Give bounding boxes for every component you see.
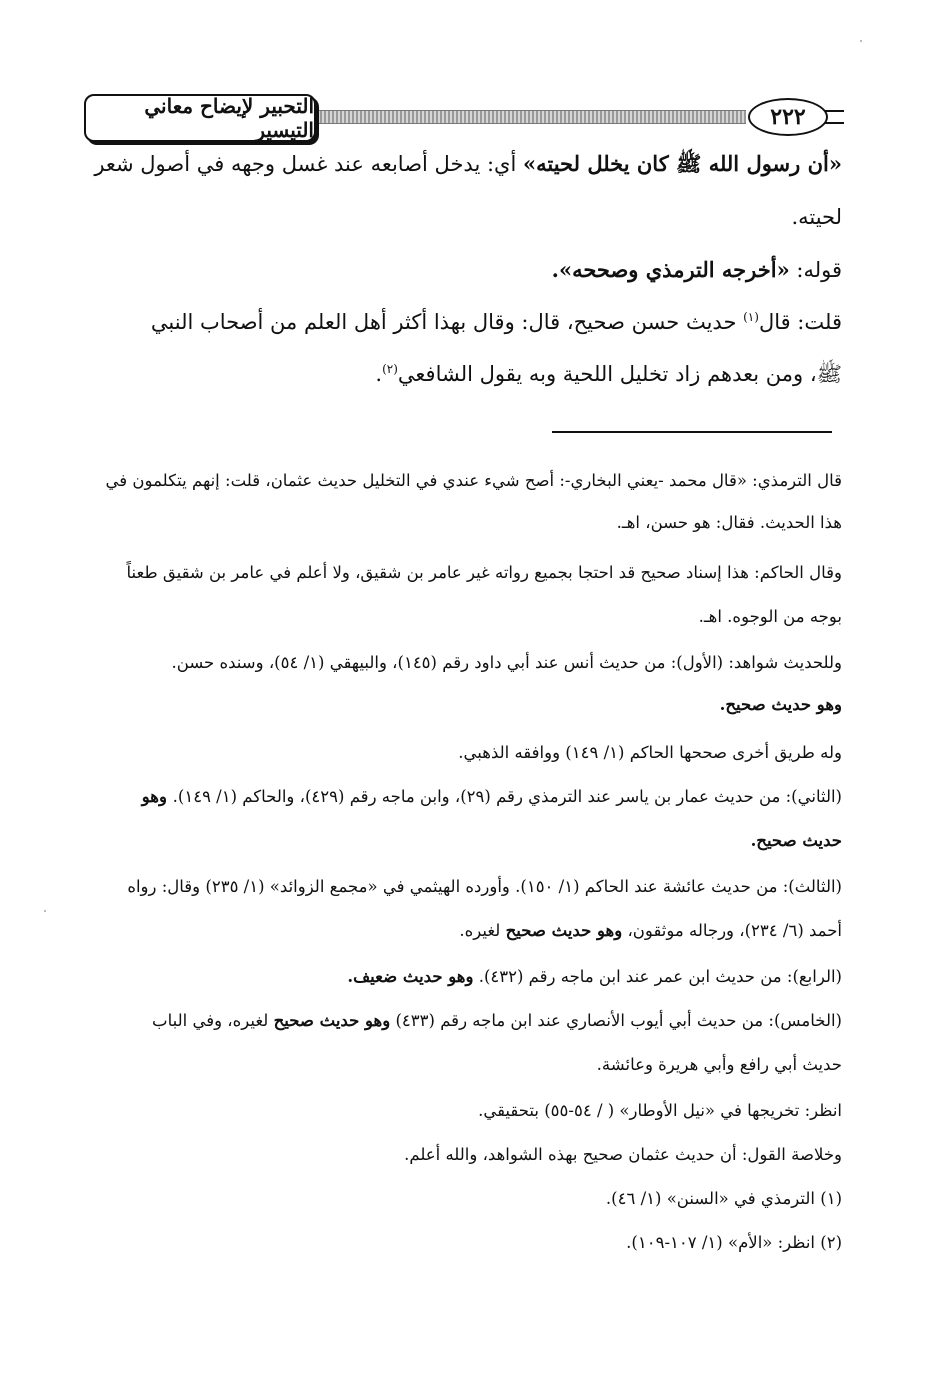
- main-line-4: [88, 309, 842, 336]
- text-fragment: ﷺ، ومن بعدهم زاد تخليل اللحية وبه يقول الشافعي: [397, 362, 842, 386]
- grading-text: وهو: [141, 787, 173, 806]
- text-fragment: حديث حسن صحيح، قال: وقال بهذا أكثر أهل العلم من أصحاب النبي: [150, 310, 744, 334]
- footnote-line-17: (١) الترمذي في «السنن» (١/ ٤٦).: [605, 1189, 842, 1208]
- page-number: ٢٢٢: [770, 104, 806, 130]
- page-number-badge: [748, 98, 828, 136]
- hadith-quote: «أن رسول الله ﷺ كان يخلل لحيته»: [523, 151, 842, 176]
- main-line-3: [88, 256, 842, 284]
- scan-speck: [44, 910, 46, 912]
- footnote-line-13: [86, 1010, 842, 1031]
- text-fragment: قوله:: [789, 258, 842, 282]
- footnote-line-14: حديث أبي رافع وأبي هريرة وعائشة.: [596, 1055, 842, 1074]
- main-line-2: [88, 204, 842, 231]
- footnote-line-15: انظر: تخريجها في «نيل الأوطار» ( / ٥٤-٥٥) بتحقيقي.: [478, 1101, 842, 1120]
- footnote-ref-2: (٢): [382, 362, 398, 376]
- text-fragment: قلت: قال: [758, 310, 842, 334]
- footnote-line-5: وللحديث شواهد: (الأول): من حديث أنس عند أبي داود رقم (١٤٥)، والبيهقي (١/ ٥٤)، وسنده حسن.: [171, 653, 842, 672]
- footnote-line-1: قال الترمذي: «قال محمد -يعني البخاري-: أصح شيء عندي في التخليل حديث عثمان، قلت: إنهم يتكلمون في: [105, 471, 842, 490]
- header-ornament-band: [312, 110, 746, 124]
- page-header: [82, 92, 846, 152]
- text-fragment: لغيره.: [459, 921, 506, 940]
- footnote-line-11: [86, 920, 842, 941]
- footnote-line-6: وهو حديث صحيح.: [719, 695, 842, 714]
- text-fragment: (الرابع): من حديث ابن عمر عند ابن ماجه رقم (٤٣٢).: [473, 967, 842, 986]
- scan-speck: [860, 40, 862, 42]
- text-fragment: (الثاني): من حديث عمار بن ياسر عند الترمذي رقم (٢٩)، وابن ماجه رقم (٤٢٩)، والحاكم (١/ ١٤٩).: [172, 787, 842, 806]
- grading-text: وهو حديث صحيح: [505, 921, 623, 940]
- footnote-line-2: هذا الحديث. فقال: هو حسن، اهـ.: [616, 513, 842, 532]
- book-title-box: [84, 94, 316, 142]
- text-fragment: .: [375, 362, 383, 386]
- text-fragment: (الخامس): من حديث أبي أيوب الأنصاري عند ابن ماجه رقم (٤٣٣): [390, 1011, 842, 1030]
- footnote-separator: [552, 431, 832, 433]
- footnote-line-8: [86, 786, 842, 807]
- main-line-5: [88, 361, 842, 388]
- footnote-line-10: (الثالث): من حديث عائشة عند الحاكم (١/ ١٥٠). وأورده الهيثمي في «مجمع الزوائد» (١/ ٢٣٥) وقال: رواه: [127, 877, 842, 896]
- book-title: التحبير لإيضاح معاني التيسير: [144, 94, 314, 142]
- text-fragment: لغيره، وفي الباب: [152, 1011, 274, 1030]
- text-fragment: لحيته.: [791, 205, 842, 229]
- quoted-source: «أخرجه الترمذي وصححه».: [551, 257, 790, 282]
- footnote-line-7: وله طريق أخرى صححها الحاكم (١/ ١٤٩) ووافقه الذهبي.: [458, 743, 842, 762]
- footnote-line-12: [86, 966, 842, 987]
- footnote-line-4: بوجه من الوجوه. اهـ.: [698, 607, 842, 626]
- grading-text: وهو حديث صحيح: [273, 1011, 391, 1030]
- footnote-line-18: (٢) انظر: «الأم» (١/ ١٠٧-١٠٩).: [626, 1233, 842, 1252]
- footnote-ref-1: (١): [743, 310, 759, 324]
- footnote-line-16: وخلاصة القول: أن حديث عثمان صحيح بهذه الشواهد، والله أعلم.: [404, 1145, 842, 1164]
- main-line-1: [88, 150, 842, 178]
- explanation: أي: يدخل أصابعه عند غسل وجهه في أصول شعر: [94, 152, 523, 176]
- text-fragment: أحمد (٦/ ٢٣٤)، ورجاله موثقون،: [622, 921, 842, 940]
- footnote-line-3: وقال الحاكم: هذا إسناد صحيح قد احتجا بجميع رواته غير عامر بن شقيق، ولا أعلم في عامر بن شقيق طعناً: [126, 563, 842, 582]
- footnote-line-9: حديث صحيح.: [750, 831, 842, 850]
- grading-text: وهو حديث ضعيف.: [347, 967, 474, 986]
